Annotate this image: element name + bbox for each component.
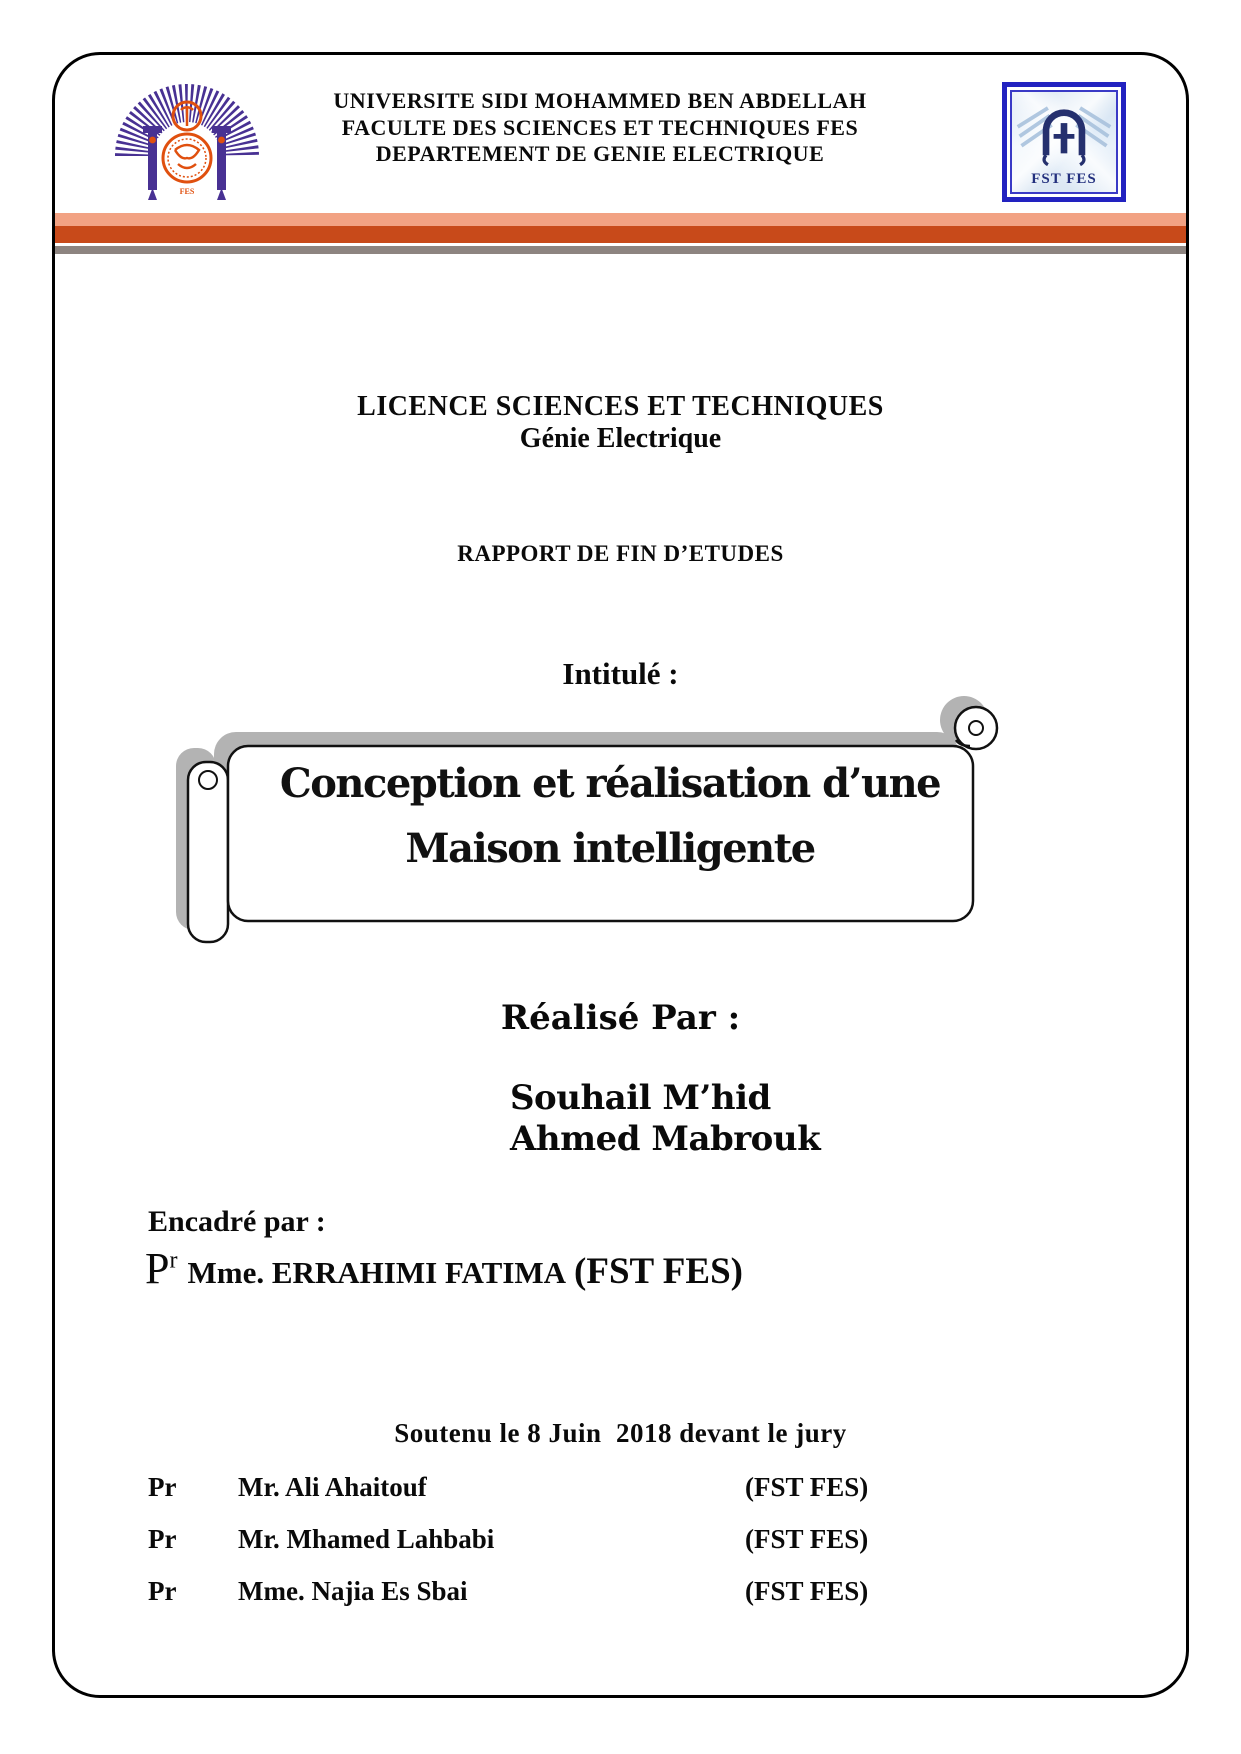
title-scroll-banner (170, 688, 1010, 953)
specialty-title: Génie Electrique (519, 423, 722, 454)
emblem-caption: FES (179, 187, 195, 196)
stripe-orange (55, 226, 1186, 243)
supervisor-name: Mme. ERRAHIMI FATIMA (187, 1255, 567, 1290)
jury-name: Mr. Ali Ahaitouf (238, 1472, 427, 1502)
jury-affiliation: (FST FES) (745, 1524, 869, 1554)
report-type: RAPPORT DE FIN D’ETUDES (457, 541, 784, 566)
encadre-par-label: Encadré par : (148, 1205, 326, 1238)
supervisor-title: $P^r$ (145, 1244, 178, 1293)
degree-title: LICENCE SCIENCES ET TECHNIQUES (357, 391, 884, 422)
realise-par-label: Réalisé Par : (500, 998, 741, 1038)
scroll-shape (170, 688, 1010, 953)
stripe-salmon (55, 213, 1186, 226)
jury-row (148, 1472, 1048, 1506)
header-line-department: DEPARTEMENT DE GENIE ELECTRIQUE (375, 141, 825, 166)
jury-affiliation: (FST FES) (745, 1472, 869, 1502)
supervisor-line (145, 1243, 743, 1294)
jury-title: Pr (148, 1472, 177, 1502)
header-line-faculty: FACULTE DES SCIENCES ET TECHNIQUES FES (341, 114, 859, 140)
author-name-2: Ahmed Mabrouk (510, 1119, 821, 1159)
author-names (510, 1078, 820, 1160)
project-title-line2: Maison intelligente (405, 825, 815, 872)
jury-title: Pr (148, 1524, 177, 1554)
jury-name: Mr. Mhamed Lahbabi (238, 1524, 495, 1554)
university-header (270, 88, 930, 168)
author-name-1: Souhail M’hid (510, 1078, 771, 1118)
university-emblem-icon (112, 70, 262, 210)
jury-row (148, 1576, 1048, 1610)
project-title-line1: Conception et réalisation d’une (279, 760, 941, 807)
jury-affiliation: (FST FES) (745, 1576, 869, 1606)
fst-logo-border (1002, 82, 1126, 202)
jury-name: Mme. Najia Es Sbai (238, 1576, 468, 1606)
supervisor-affiliation: (FST FES) (574, 1251, 743, 1292)
stripe-gray (55, 246, 1186, 254)
jury-title: Pr (148, 1576, 177, 1606)
header-line-university: UNIVERSITE SIDI MOHAMMED BEN ABDELLAH (333, 88, 867, 113)
intitule-label: Intitulé : (562, 656, 679, 691)
fst-logo-background (1010, 90, 1118, 194)
fst-fes-logo (1002, 82, 1126, 202)
jury-row (148, 1524, 1048, 1558)
fst-logo-caption: FST FES (1031, 171, 1097, 187)
defense-date-line: Soutenu le 8 Juin 2018 devant le jury (394, 1418, 847, 1448)
